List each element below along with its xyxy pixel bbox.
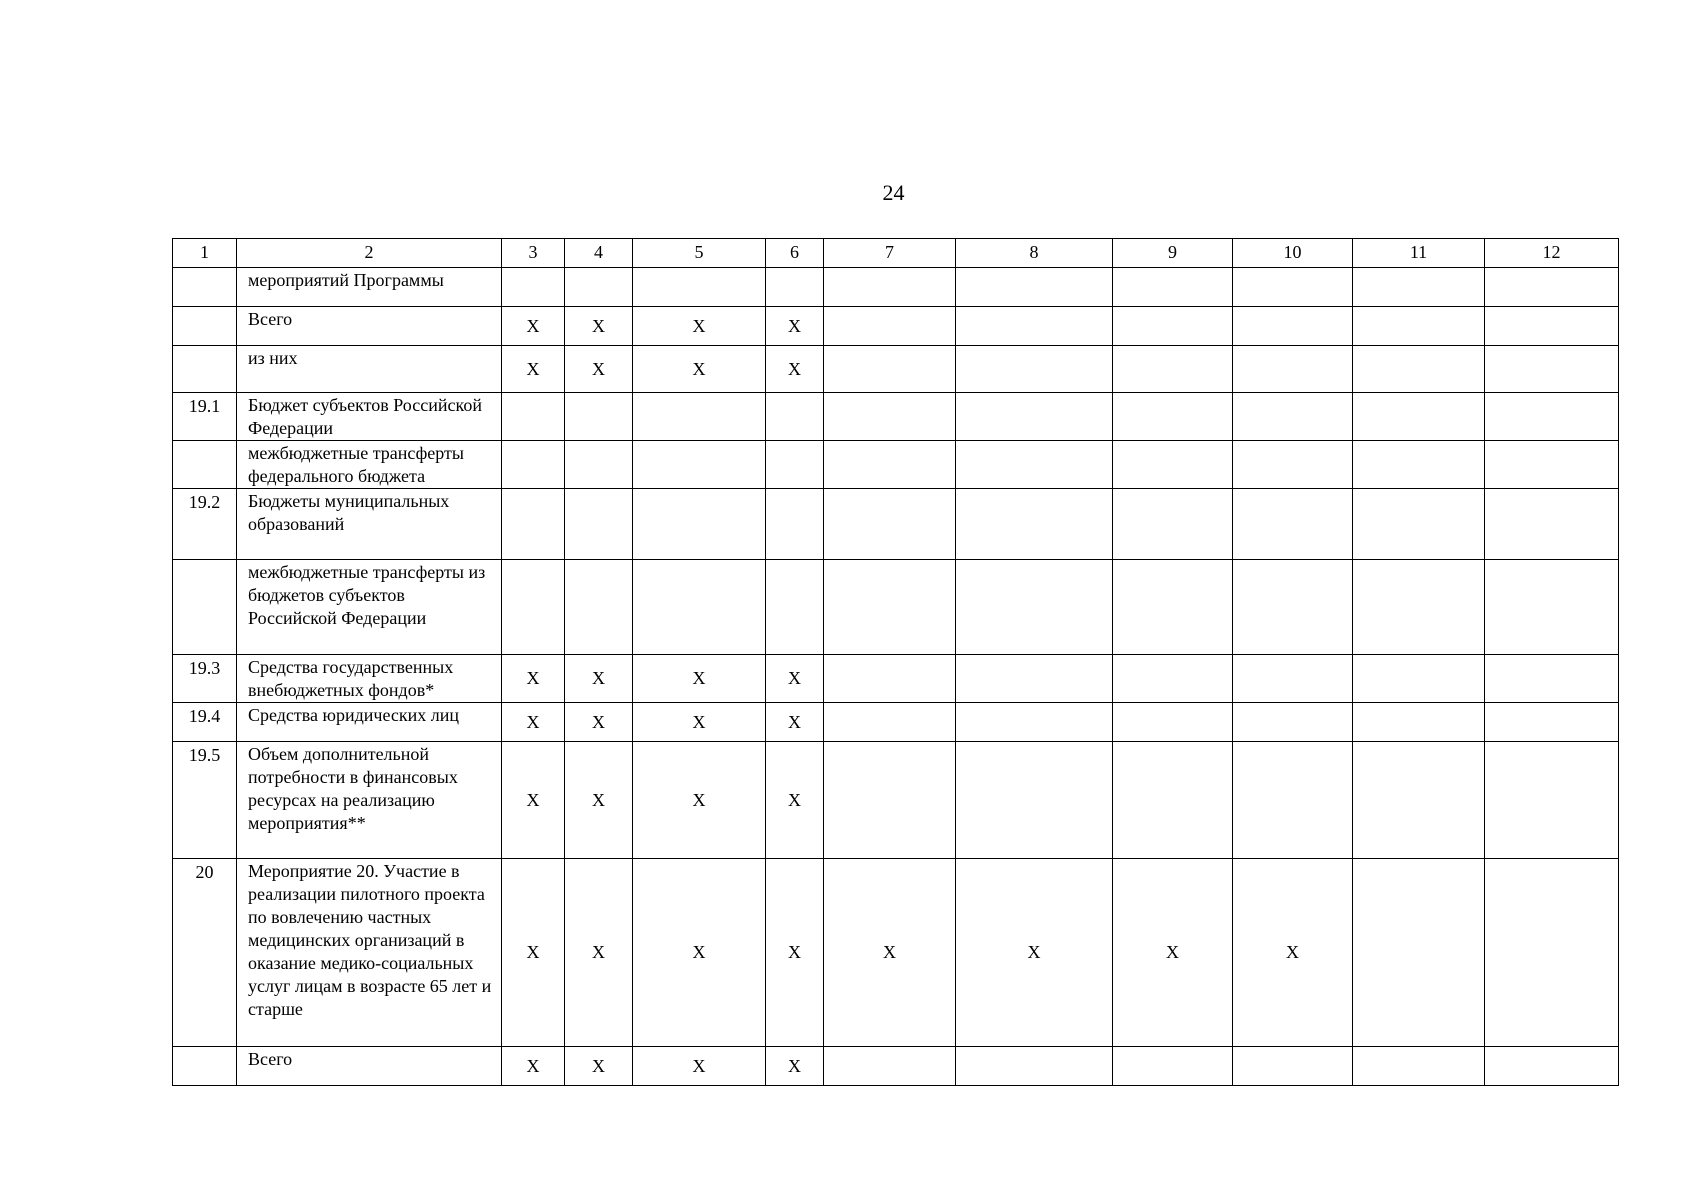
- column-header: 8: [956, 239, 1113, 268]
- table-cell: X: [766, 859, 824, 1047]
- table-row: [173, 655, 1619, 703]
- table-cell: [766, 441, 824, 489]
- table-cell: [1233, 489, 1353, 560]
- table-cell: [1233, 441, 1353, 489]
- table-cell: [824, 346, 956, 393]
- table-cell: [1485, 393, 1619, 441]
- table-cell: X: [502, 742, 565, 859]
- table-cell: [956, 268, 1113, 307]
- table-cell: [766, 393, 824, 441]
- table-cell: [1233, 655, 1353, 703]
- table-row: [173, 1047, 1619, 1086]
- table-cell: [1485, 307, 1619, 346]
- row-number: [173, 1047, 237, 1086]
- table-cell: X: [633, 703, 766, 742]
- table-cell: [1485, 1047, 1619, 1086]
- table-cell: [956, 489, 1113, 560]
- table-cell: [1233, 1047, 1353, 1086]
- table-cell: [1353, 1047, 1485, 1086]
- table-cell: X: [1233, 859, 1353, 1047]
- table-row: [173, 393, 1619, 441]
- table-cell: [956, 742, 1113, 859]
- table-cell: [824, 489, 956, 560]
- table-cell: [1233, 346, 1353, 393]
- table-cell: X: [824, 859, 956, 1047]
- table-cell: [1113, 1047, 1233, 1086]
- table-cell: [1233, 560, 1353, 655]
- column-header: 7: [824, 239, 956, 268]
- table-cell: [1113, 703, 1233, 742]
- table-cell: X: [565, 307, 633, 346]
- row-description: мероприятий Программы: [237, 268, 502, 307]
- table-cell: [1485, 489, 1619, 560]
- table-cell: [1353, 268, 1485, 307]
- table-cell: [565, 268, 633, 307]
- table-cell: [502, 268, 565, 307]
- table-cell: [502, 560, 565, 655]
- table-cell: X: [1113, 859, 1233, 1047]
- table-cell: [824, 1047, 956, 1086]
- table-cell: [1353, 560, 1485, 655]
- row-description: Средства юридических лиц: [237, 703, 502, 742]
- table-cell: [956, 560, 1113, 655]
- table-cell: [633, 441, 766, 489]
- table-cell: [565, 560, 633, 655]
- row-description: Бюджеты муниципальных образований: [237, 489, 502, 560]
- table-row: [173, 307, 1619, 346]
- table-cell: [1113, 742, 1233, 859]
- table-cell: X: [766, 1047, 824, 1086]
- table-cell: [956, 307, 1113, 346]
- row-number: 20: [173, 859, 237, 1047]
- column-header: 3: [502, 239, 565, 268]
- row-number: [173, 346, 237, 393]
- table-cell: [1233, 307, 1353, 346]
- table-cell: [766, 268, 824, 307]
- table-cell: X: [766, 307, 824, 346]
- row-description: Средства государственных внебюджетных фондов*: [237, 655, 502, 703]
- table-cell: [633, 393, 766, 441]
- table-cell: X: [502, 1047, 565, 1086]
- table-cell: [1113, 489, 1233, 560]
- table-cell: [1485, 655, 1619, 703]
- table-cell: [1353, 346, 1485, 393]
- table-cell: [502, 393, 565, 441]
- table-cell: [766, 489, 824, 560]
- column-header: 9: [1113, 239, 1233, 268]
- table-cell: [1353, 307, 1485, 346]
- column-header: 2: [237, 239, 502, 268]
- table-cell: [956, 655, 1113, 703]
- table-cell: X: [766, 346, 824, 393]
- row-number: [173, 560, 237, 655]
- table-cell: X: [565, 655, 633, 703]
- row-description: из них: [237, 346, 502, 393]
- table-cell: X: [502, 655, 565, 703]
- column-header: 10: [1233, 239, 1353, 268]
- table-cell: X: [565, 703, 633, 742]
- table-cell: [502, 489, 565, 560]
- table-cell: [1233, 268, 1353, 307]
- table-row: [173, 742, 1619, 859]
- table-cell: [1113, 393, 1233, 441]
- row-number: [173, 268, 237, 307]
- table-cell: [1353, 655, 1485, 703]
- table-cell: [1353, 441, 1485, 489]
- table-row: [173, 859, 1619, 1047]
- table-cell: [956, 1047, 1113, 1086]
- table-cell: [824, 655, 956, 703]
- financing-table: [172, 238, 1619, 1086]
- table-cell: [1485, 742, 1619, 859]
- page-number: 24: [882, 180, 905, 205]
- row-description: Бюджет субъектов Российской Федерации: [237, 393, 502, 441]
- row-description: межбюджетные трансферты федерального бюджета: [237, 441, 502, 489]
- table-cell: [824, 268, 956, 307]
- table-cell: X: [633, 1047, 766, 1086]
- row-description: межбюджетные трансферты из бюджетов субъектов Российской Федерации: [237, 560, 502, 655]
- row-number: [173, 441, 237, 489]
- table-cell: [1485, 268, 1619, 307]
- table-cell: [1233, 703, 1353, 742]
- table-cell: [633, 268, 766, 307]
- table-cell: X: [502, 307, 565, 346]
- table-cell: [956, 346, 1113, 393]
- table-cell: [1353, 703, 1485, 742]
- table-cell: [633, 560, 766, 655]
- table-cell: [1113, 655, 1233, 703]
- table-cell: X: [633, 346, 766, 393]
- row-number: 19.5: [173, 742, 237, 859]
- table-cell: [1353, 489, 1485, 560]
- table-cell: X: [766, 655, 824, 703]
- table-cell: [502, 441, 565, 489]
- table-row: [173, 560, 1619, 655]
- table-cell: [1353, 393, 1485, 441]
- table-cell: [1353, 742, 1485, 859]
- column-header: 5: [633, 239, 766, 268]
- row-number: [173, 307, 237, 346]
- table-cell: [824, 393, 956, 441]
- column-header: 6: [766, 239, 824, 268]
- table-cell: [1353, 859, 1485, 1047]
- table-cell: [1113, 346, 1233, 393]
- table-cell: [565, 393, 633, 441]
- table-cell: [1485, 859, 1619, 1047]
- table-cell: [824, 441, 956, 489]
- table-cell: [766, 560, 824, 655]
- table-cell: [1113, 268, 1233, 307]
- table-cell: [1485, 703, 1619, 742]
- table-cell: X: [565, 346, 633, 393]
- table-row: [173, 489, 1619, 560]
- column-header: 11: [1353, 239, 1485, 268]
- table-cell: [1233, 742, 1353, 859]
- table-cell: [1485, 346, 1619, 393]
- table-cell: [956, 703, 1113, 742]
- table-cell: X: [565, 742, 633, 859]
- table-cell: [1113, 441, 1233, 489]
- table-cell: [1233, 393, 1353, 441]
- row-description: Мероприятие 20. Участие в реализации пилотного проекта по вовлечению частных медицинских организаций в оказание медико-социальных услуг лицам в возрасте 65 лет и старше: [237, 859, 502, 1047]
- table-cell: X: [502, 346, 565, 393]
- row-number: 19.3: [173, 655, 237, 703]
- row-number: 19.1: [173, 393, 237, 441]
- table-cell: X: [502, 859, 565, 1047]
- table-cell: X: [565, 1047, 633, 1086]
- table-cell: X: [633, 742, 766, 859]
- table-cell: X: [956, 859, 1113, 1047]
- table-cell: [1485, 560, 1619, 655]
- column-header: 12: [1485, 239, 1619, 268]
- table-cell: [1113, 560, 1233, 655]
- table-cell: X: [502, 703, 565, 742]
- table-cell: [565, 489, 633, 560]
- table-cell: X: [633, 655, 766, 703]
- table-row: [173, 703, 1619, 742]
- table-cell: X: [766, 703, 824, 742]
- table-row: [173, 441, 1619, 489]
- row-description: Всего: [237, 1047, 502, 1086]
- column-header: 1: [173, 239, 237, 268]
- column-header: 4: [565, 239, 633, 268]
- row-description: Объем дополнительной потребности в финансовых ресурсах на реализацию мероприятия**: [237, 742, 502, 859]
- table-cell: [824, 307, 956, 346]
- table-cell: X: [565, 859, 633, 1047]
- table-cell: [956, 393, 1113, 441]
- table-cell: X: [633, 307, 766, 346]
- table-row: [173, 268, 1619, 307]
- table-cell: [956, 441, 1113, 489]
- table-cell: [633, 489, 766, 560]
- row-number: 19.2: [173, 489, 237, 560]
- table-cell: X: [633, 859, 766, 1047]
- table-row: [173, 346, 1619, 393]
- table-cell: [824, 742, 956, 859]
- row-number: 19.4: [173, 703, 237, 742]
- table-cell: [1485, 441, 1619, 489]
- table-cell: [1113, 307, 1233, 346]
- table-cell: [824, 703, 956, 742]
- row-description: Всего: [237, 307, 502, 346]
- table-cell: X: [766, 742, 824, 859]
- header-row: [173, 239, 1619, 268]
- table-cell: [824, 560, 956, 655]
- table-cell: [565, 441, 633, 489]
